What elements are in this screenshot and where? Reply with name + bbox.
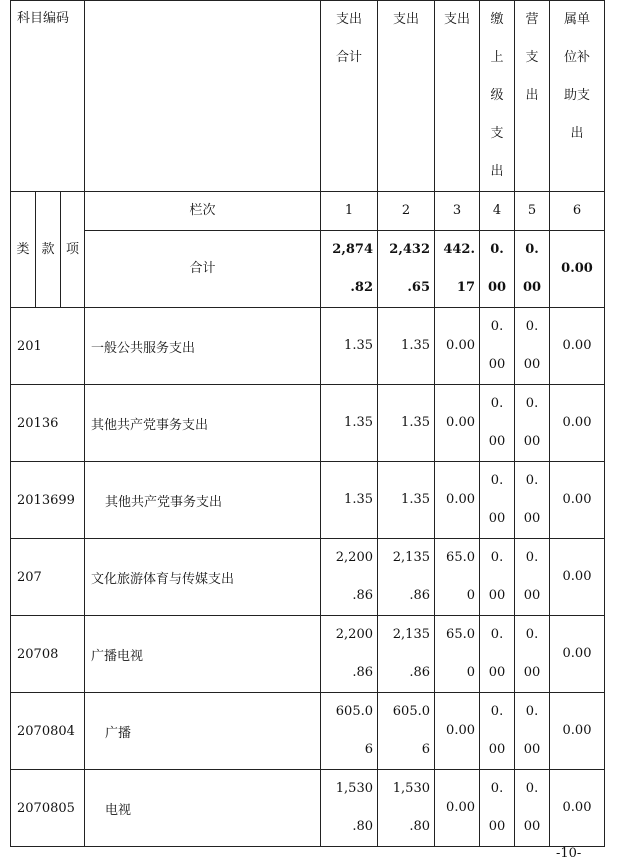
subject-name: 广播	[105, 725, 132, 741]
value-cell-c3	[435, 616, 480, 693]
table-row	[11, 385, 605, 462]
value-cell-c2	[378, 616, 435, 693]
total-c3	[435, 231, 480, 308]
subject-code-header	[11, 1, 85, 192]
data-rows	[11, 308, 605, 847]
value-cell-c6	[550, 539, 605, 616]
value-line: 2,874	[332, 242, 373, 257]
page-number: -10-	[556, 846, 582, 861]
lei-label: 类	[16, 241, 30, 257]
value-line: 1,530	[335, 781, 373, 796]
value-cell-c4	[480, 308, 515, 385]
value-line: 0.	[490, 242, 504, 257]
value-line: 0.00	[446, 800, 475, 815]
col5-line: 出	[525, 88, 539, 103]
value-line: 65.0	[446, 550, 475, 565]
total-c4	[480, 231, 515, 308]
value-line: .80	[352, 819, 373, 834]
value-line: .80	[409, 819, 430, 834]
col4-line: 级	[490, 88, 504, 103]
value-line: 00	[523, 588, 541, 603]
value-line: 0.00	[562, 569, 592, 584]
total-label: 合计	[189, 261, 216, 276]
value-cell-c2	[378, 308, 435, 385]
value-line: 605.0	[335, 704, 373, 719]
value-cell-c4	[480, 539, 515, 616]
subject-code: 2070805	[17, 800, 75, 816]
value-line: .86	[352, 665, 373, 680]
col-number-text: 6	[572, 203, 582, 218]
value-line: 0.00	[446, 415, 475, 430]
subject-name-cell	[85, 462, 321, 539]
subject-name: 文化旅游体育与传媒支出	[91, 571, 235, 587]
subject-name-cell	[85, 539, 321, 616]
subject-code: 20136	[17, 415, 59, 431]
table-row	[11, 539, 605, 616]
value-cell-c6	[550, 616, 605, 693]
value-line: 0.00	[446, 338, 475, 353]
value-line: 1.35	[401, 415, 430, 430]
subject-code-cell	[11, 385, 85, 462]
col5-line: 支	[525, 50, 539, 65]
subject-name: 一般公共服务支出	[91, 340, 196, 356]
value-cell-c1	[321, 462, 378, 539]
value-cell-c2	[378, 770, 435, 847]
subject-name: 电视	[105, 802, 132, 818]
empty-header-cell	[85, 1, 321, 192]
value-cell-c1	[321, 616, 378, 693]
value-cell-c5	[515, 539, 550, 616]
col2-line: 支出	[392, 12, 419, 27]
subject-code: 2070804	[17, 723, 75, 739]
value-line: 00	[523, 434, 541, 449]
value-line: 0.	[525, 704, 539, 719]
value-line: .86	[409, 588, 430, 603]
value-cell-c3	[435, 308, 480, 385]
col4-line: 缴	[490, 12, 504, 27]
value-line: 00	[523, 357, 541, 372]
value-line: 0.	[490, 550, 504, 565]
value-cell-c2	[378, 693, 435, 770]
value-line: 6	[364, 742, 373, 757]
value-line: 0.00	[446, 492, 475, 507]
col6-line: 位补	[563, 50, 590, 65]
value-line: 1.35	[401, 492, 430, 507]
value-cell-c6	[550, 308, 605, 385]
col-number	[550, 192, 605, 231]
col4-line: 上	[490, 50, 504, 65]
value-cell-c5	[515, 462, 550, 539]
value-cell-c2	[378, 385, 435, 462]
kuan-label: 款	[41, 241, 55, 257]
subject-name-cell	[85, 616, 321, 693]
col1-line: 支出	[335, 12, 362, 27]
value-line: 00	[523, 511, 541, 526]
table-row	[11, 693, 605, 770]
value-line: 0.00	[562, 338, 592, 353]
value-cell-c3	[435, 539, 480, 616]
xiang-header	[61, 192, 85, 308]
value-cell-c3	[435, 693, 480, 770]
value-cell-c5	[515, 693, 550, 770]
col-number-text: 5	[527, 203, 537, 218]
value-line: 442.	[443, 242, 475, 257]
lanci-label: 栏次	[189, 203, 216, 218]
value-cell-c3	[435, 462, 480, 539]
value-line: 00	[488, 434, 506, 449]
value-line: .82	[350, 280, 373, 295]
subject-code: 207	[17, 569, 42, 585]
subject-name: 其他共产党事务支出	[91, 417, 209, 433]
value-cell-c4	[480, 693, 515, 770]
subject-code-cell	[11, 693, 85, 770]
total-c2	[378, 231, 435, 308]
col5-line: 营	[525, 12, 539, 27]
value-cell-c1	[321, 770, 378, 847]
value-line: .86	[352, 588, 373, 603]
value-line: 1.35	[344, 338, 373, 353]
value-line: 00	[522, 280, 542, 295]
value-cell-c3	[435, 385, 480, 462]
value-line: 00	[488, 357, 506, 372]
value-line: 0.	[525, 550, 539, 565]
col-number	[480, 192, 515, 231]
xiang-label: 项	[65, 241, 79, 257]
table-row	[11, 308, 605, 385]
subject-code-label: 科目编码	[17, 11, 70, 26]
col-number	[378, 192, 435, 231]
total-label-cell	[85, 231, 321, 308]
col-number-text: 1	[344, 203, 354, 218]
col4-line: 出	[490, 164, 504, 179]
value-cell-c2	[378, 539, 435, 616]
value-line: 0.00	[562, 492, 592, 507]
subject-code-cell	[11, 616, 85, 693]
value-line: 2,200	[335, 550, 373, 565]
total-row	[11, 231, 605, 308]
value-line: 0.	[490, 704, 504, 719]
value-line: 1.35	[344, 492, 373, 507]
col-number-text: 3	[452, 203, 462, 218]
value-cell-c6	[550, 770, 605, 847]
value-line: 17	[456, 280, 475, 295]
col6-line: 属单	[563, 12, 590, 27]
col-number-text: 2	[401, 203, 411, 218]
subject-name-cell	[85, 770, 321, 847]
subject-name-cell	[85, 308, 321, 385]
column-number-row	[11, 192, 605, 231]
table-row	[11, 770, 605, 847]
value-line: 605.0	[392, 704, 430, 719]
value-cell-c5	[515, 616, 550, 693]
col6-header	[550, 1, 605, 192]
col1-line: 合计	[335, 50, 362, 65]
col3-line: 支出	[443, 12, 470, 27]
col-number	[515, 192, 550, 231]
value-line: 1.35	[401, 338, 430, 353]
value-cell-c1	[321, 385, 378, 462]
value-line: 0.00	[562, 646, 592, 661]
value-line: 0.	[525, 781, 539, 796]
table-row	[11, 462, 605, 539]
value-line: 1.35	[344, 415, 373, 430]
col1-header	[321, 1, 378, 192]
value-line: 0.	[490, 473, 504, 488]
value-line: 0.00	[562, 415, 592, 430]
value-cell-c5	[515, 770, 550, 847]
subject-name-cell	[85, 693, 321, 770]
subject-code: 2013699	[17, 492, 75, 508]
value-line: 0.	[490, 396, 504, 411]
value-cell-c6	[550, 462, 605, 539]
value-line: 0.	[490, 627, 504, 642]
value-line: 0.	[525, 242, 539, 257]
value-line: 2,135	[392, 627, 430, 642]
value-line: 65.0	[446, 627, 475, 642]
value-line: 00	[523, 742, 541, 757]
value-line: 0.	[525, 627, 539, 642]
value-line: 0.	[525, 396, 539, 411]
col4-header	[480, 1, 515, 192]
subject-name: 其他共产党事务支出	[105, 494, 223, 510]
value-cell-c5	[515, 308, 550, 385]
value-line: 0	[466, 588, 475, 603]
value-line: 6	[421, 742, 430, 757]
value-cell-c3	[435, 770, 480, 847]
value-line: 00	[488, 665, 506, 680]
total-c1	[321, 231, 378, 308]
value-line: .65	[407, 280, 430, 295]
value-line: 2,135	[392, 550, 430, 565]
value-line: 0.	[490, 319, 504, 334]
value-line: 00	[523, 819, 541, 834]
subject-code-cell	[11, 462, 85, 539]
value-line: 0.	[525, 473, 539, 488]
value-line: 00	[523, 665, 541, 680]
subject-name: 广播电视	[91, 648, 144, 664]
value-cell-c6	[550, 693, 605, 770]
value-cell-c4	[480, 462, 515, 539]
value-line: 2,432	[389, 242, 430, 257]
total-c5	[515, 231, 550, 308]
lanci-label-cell	[85, 192, 321, 231]
kuan-header	[36, 192, 61, 308]
subject-code-cell	[11, 539, 85, 616]
value-cell-c4	[480, 385, 515, 462]
col5-header	[515, 1, 550, 192]
budget-table	[10, 0, 605, 847]
col6-line: 出	[570, 126, 584, 141]
value-line: 0.	[525, 319, 539, 334]
value-line: 00	[488, 819, 506, 834]
table-row	[11, 616, 605, 693]
value-cell-c1	[321, 693, 378, 770]
total-c6	[550, 231, 605, 308]
col-number	[435, 192, 480, 231]
subject-code-cell	[11, 770, 85, 847]
subject-name-cell	[85, 385, 321, 462]
col-number	[321, 192, 378, 231]
value-line: 0	[466, 665, 475, 680]
value-line: 00	[488, 511, 506, 526]
value-cell-c5	[515, 385, 550, 462]
value-line: 2,200	[335, 627, 373, 642]
value-cell-c6	[550, 385, 605, 462]
value-line: .86	[409, 665, 430, 680]
value-line: 0.	[490, 781, 504, 796]
subject-code-cell	[11, 308, 85, 385]
col6-line: 助支	[563, 88, 590, 103]
value-line: 0.00	[561, 261, 593, 276]
value-line: 00	[488, 588, 506, 603]
header-row	[11, 1, 605, 192]
value-cell-c1	[321, 539, 378, 616]
value-cell-c1	[321, 308, 378, 385]
subject-code: 20708	[17, 646, 59, 662]
value-line: 0.00	[562, 800, 592, 815]
subject-code: 201	[17, 338, 42, 354]
col-number-text: 4	[492, 203, 502, 218]
lei-header	[11, 192, 36, 308]
value-cell-c4	[480, 616, 515, 693]
col4-line: 支	[490, 126, 504, 141]
value-line: 1,530	[392, 781, 430, 796]
value-cell-c4	[480, 770, 515, 847]
value-line: 0.00	[446, 723, 475, 738]
value-cell-c2	[378, 462, 435, 539]
value-line: 00	[488, 742, 506, 757]
value-line: 0.00	[562, 723, 592, 738]
col2-header	[378, 1, 435, 192]
value-line: 00	[487, 280, 507, 295]
col3-header	[435, 1, 480, 192]
